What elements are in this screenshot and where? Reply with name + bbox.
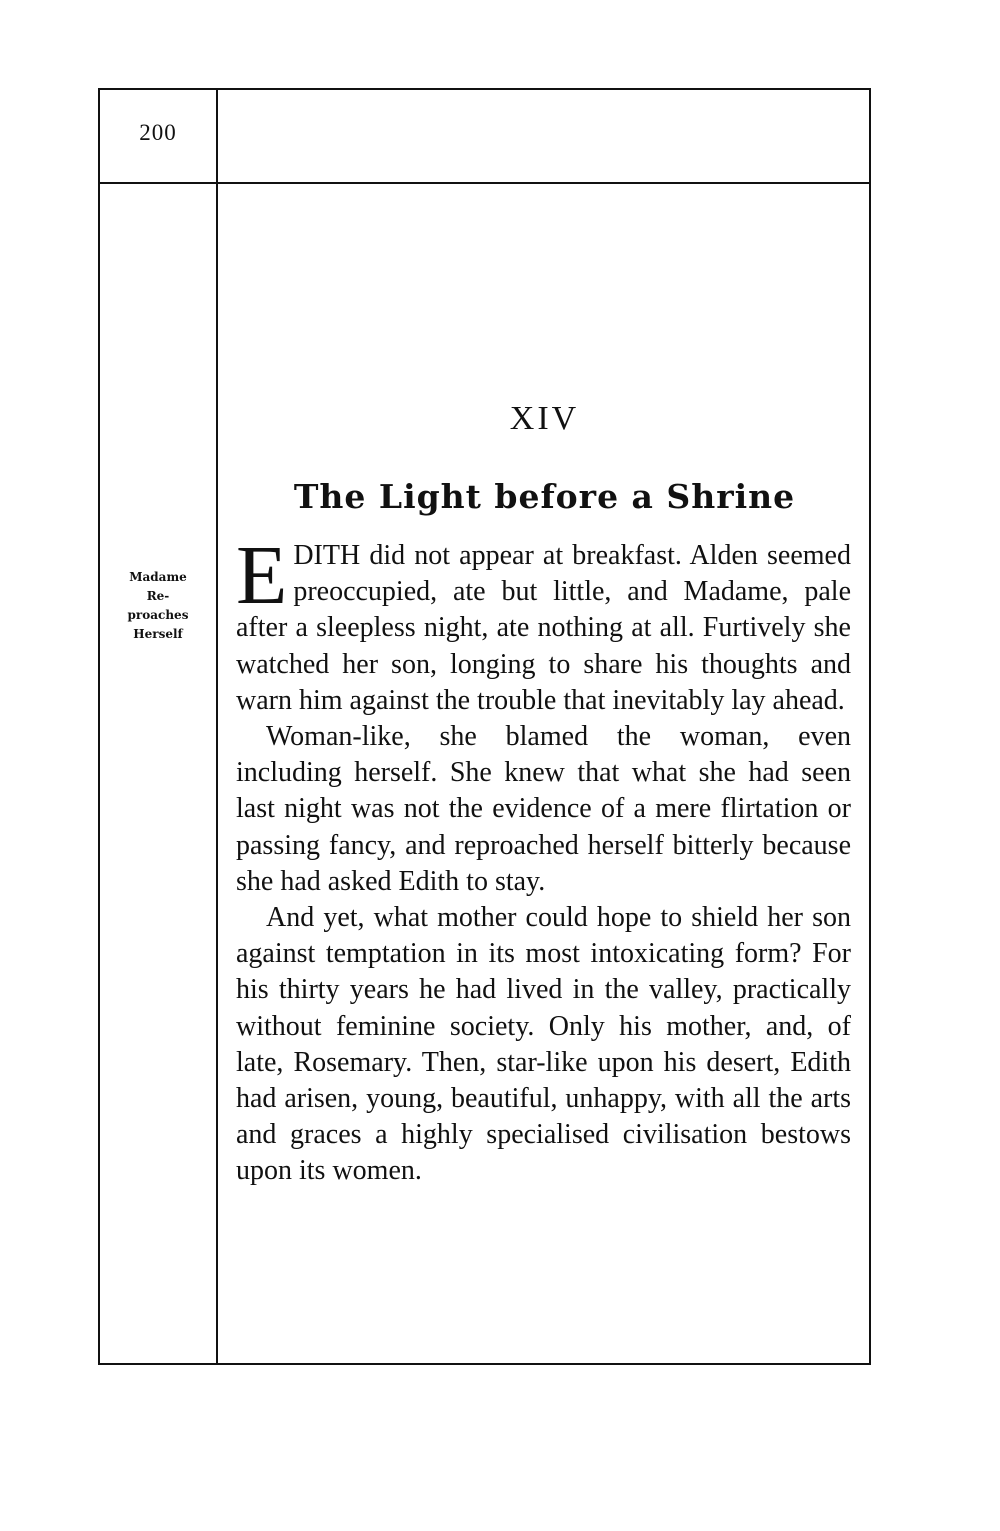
page-frame (98, 88, 871, 1365)
page-number: 200 (139, 120, 177, 145)
paragraph (236, 529, 851, 719)
paragraph-text: DITH did not appear at breakfast. Alden seemed preoccupied, ate but little, and Madame, pale after a sleepless night, ate nothing at all. Furtively she watched her son, longing to share his thoughts and warn him against the trouble that inevitably lay ahead. (236, 540, 851, 716)
paragraph: And yet, what mother could hope to shield her son against temptation in its most intoxicating form? For his thirty years he had lived in the valley, practically without feminine society. Only his mother, and, of late, Rosemary. Then, star-like upon his desert, Edith had arisen, young, beautiful, unhappy, with all the arts and graces a highly specialised civilisation bestows upon its women. (236, 902, 851, 1187)
paragraph: Woman-like, she blamed the woman, even including herself. She knew that what she had seen last night was not the evidence of a mere flirtation or passing fancy, and reproached herself bitterly because she had asked Edith to stay. (236, 721, 851, 897)
margin-note-line: proaches (127, 608, 189, 622)
header-divider (100, 182, 869, 184)
drop-cap: E (236, 529, 288, 622)
margin-note (100, 568, 216, 644)
margin-note-line: Re- (146, 589, 170, 603)
body-text (236, 529, 851, 1190)
chapter-number: XIV (509, 400, 580, 437)
margin-note-line: Herself (133, 627, 183, 641)
chapter-title: The Light before a Shrine (293, 477, 796, 516)
margin-divider (216, 90, 218, 1363)
margin-note-line: Madame (129, 570, 187, 584)
